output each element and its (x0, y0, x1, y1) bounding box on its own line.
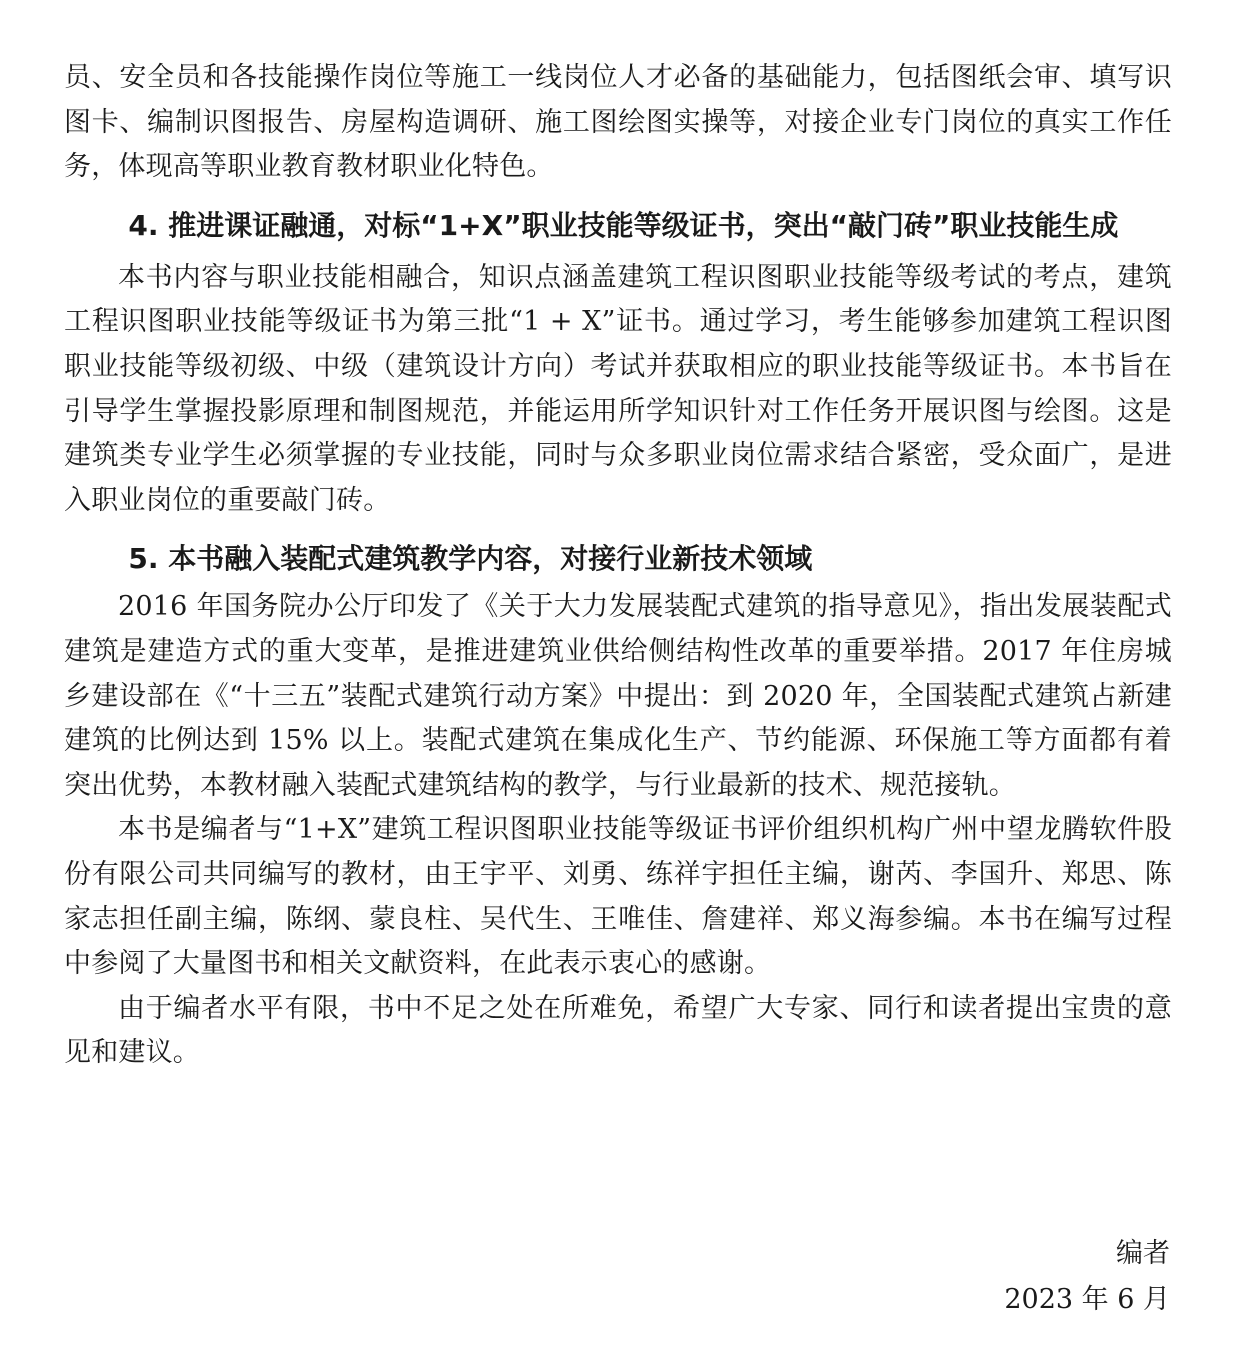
section-5-heading: 5. 本书融入装配式建筑教学内容，对接行业新技术领域 (128, 542, 813, 576)
intro-continuation-paragraph: 员、安全员和各技能操作岗位等施工一线岗位人才必备的基础能力，包括图纸会审、填写识图卡、编制识图报告、房屋构造调研、施工图绘图实操等，对接企业专门岗位的真实工作任务，体现高等职业教育教材职业化特色。 (64, 62, 1172, 183)
section-4-heading: 4. 推进课证融通，对标“1+X”职业技能等级证书，突出“敲门砖”职业技能生成 (128, 208, 1119, 242)
signature-name: 编者 (1116, 1238, 1170, 1269)
authors-paragraph: 本书是编者与“1+X”建筑工程识图职业技能等级证书评价组织机构广州中望龙腾软件股份有限公司共同编写的教材，由王宇平、刘勇、练祥宇担任主编，谢芮、李国升、郑思、陈家志担任副主编，陈纲、蒙良柱、吴代生、王唯佳、詹建祥、郑义海参编。本书在编写过程中参阅了大量图书和相关文献资料，在此表示衷心的感谢。 (64, 814, 1172, 980)
closing-paragraph: 由于编者水平有限，书中不足之处在所难免，希望广大专家、同行和读者提出宝贵的意见和建议。 (64, 992, 1172, 1069)
signature-date: 2023 年 6 月 (1004, 1284, 1170, 1315)
section-4-paragraph: 本书内容与职业技能相融合，知识点涵盖建筑工程识图职业技能等级考试的考点，建筑工程识图职业技能等级证书为第三批“1 + X”证书。通过学习，考生能够参加建筑工程识图职业技能等级初级、中级（建筑设计方向）考试并获取相应的职业技能等级证书。本书旨在引导学生掌握投影原理和制图规范，并能运用所学知识针对工作任务开展识图与绘图。这是建筑类专业学生必须掌握的专业技能，同时与众多职业岗位需求结合紧密，受众面广，是进入职业岗位的重要敲门砖。 (64, 261, 1172, 516)
preface-body (64, 56, 1172, 1076)
section-5-paragraph: 2016 年国务院办公厅印发了《关于大力发展装配式建筑的指导意见》，指出发展装配式建筑是建造方式的重大变革，是推进建筑业供给侧结构性改革的重要举措。2017 年住房城乡建设部在《“十三五”装配式建筑行动方案》中提出：到 2020 年，全国装配式建筑占新建建筑的比例达到 15% 以上。装配式建筑在集成化生产、节约能源、环保施工等方面都有着突出优势，本教材融入装配式建筑结构的教学，与行业最新的技术、规范接轨。 (64, 591, 1172, 801)
